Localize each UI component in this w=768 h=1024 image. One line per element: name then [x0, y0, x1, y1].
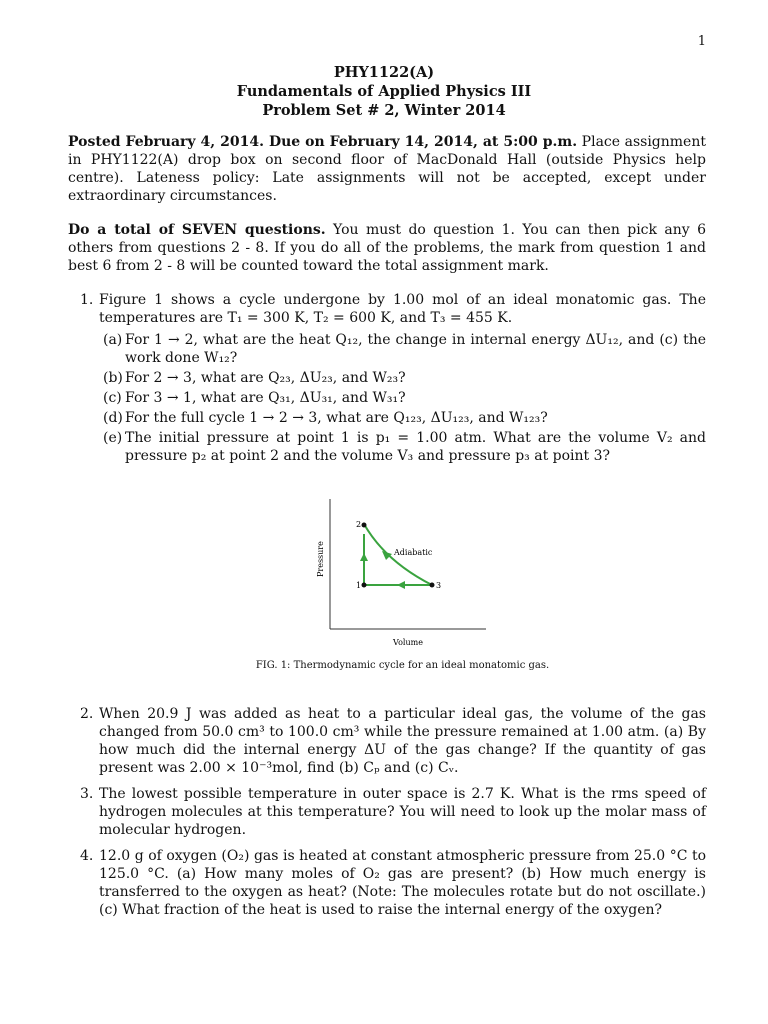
instructions-details: You must do question 1. You can then pick any 6 others from questions 2 - 8. If you do all of the problems, the mark from question 1 and best 6 from 2 - 8 will be counted toward the total assignment mark.: [68, 222, 706, 274]
question-4: [68, 847, 706, 919]
part-label: (a): [103, 332, 123, 348]
arrow-1-2: [360, 553, 368, 561]
part-label: (d): [103, 410, 123, 426]
point-1: [362, 583, 367, 588]
x-axis-label: Volume: [393, 638, 423, 647]
question-2: [68, 705, 706, 777]
question-1: [68, 291, 706, 675]
question-3: [68, 785, 706, 839]
question-part: [99, 409, 706, 427]
posting-details: Place assignment in PHY1122(A) drop box on second floor of MacDonald Hall (outside Physics help centre). Lateness policy: Late assignments will not be accepted, except under extraordinary circumstances.: [68, 134, 706, 204]
question-part: [99, 331, 706, 367]
point-3-label: 3: [436, 581, 442, 590]
part-text: For 1 → 2, what are the heat Q₁₂, the change in internal energy ΔU₁₂, and (c) the work done W₁₂?: [125, 332, 706, 366]
y-axis-label: Pressure: [316, 541, 325, 577]
adiabatic-label: Adiabatic: [394, 548, 433, 557]
instructions-paragraph: [68, 221, 706, 275]
question-text: 12.0 g of oxygen (O₂) gas is heated at constant atmospheric pressure from 25.0 °C to 125.0 °C. (a) How many moles of O₂ gas are present? (b) How much energy is transferred to the oxygen as heat? (Note: The molecules rotate but do not oscillate.) (c) What fraction of the heat is used to raise the internal energy of the oxygen?: [99, 848, 706, 918]
question-text: The lowest possible temperature in outer space is 2.7 K. What is the rms speed of hydrogen molecules at this temperature? You will need to look up the molar mass of molecular hydrogen.: [99, 786, 706, 838]
question-number: 2.: [80, 706, 94, 722]
point-1-label: 1: [356, 581, 362, 590]
point-2: [362, 523, 367, 528]
arrow-3-1: [397, 581, 405, 589]
point-2-label: 2: [356, 520, 362, 529]
question-number: 3.: [80, 786, 94, 802]
question-part: [99, 389, 706, 407]
part-text: For 3 → 1, what are Q₃₁, ΔU₃₁, and W₃₁?: [125, 390, 406, 406]
part-text: The initial pressure at point 1 is p₁ = 1.00 atm. What are the volume V₂ and pressure p₂ at point 2 and the volume V₃ and pressure p₃ at point 3?: [125, 430, 706, 464]
instructions-heading: Do a total of SEVEN questions.: [68, 222, 326, 238]
figure-1: [99, 481, 706, 649]
part-label: (b): [103, 370, 123, 386]
part-text: For 2 → 3, what are Q₂₃, ΔU₂₃, and W₂₃?: [125, 370, 406, 386]
part-label: (e): [103, 430, 123, 446]
question-part: [99, 369, 706, 387]
problem-set-title: Problem Set # 2, Winter 2014: [262, 102, 506, 119]
course-code: PHY1122(A): [333, 64, 435, 81]
pv-diagram: [99, 481, 737, 649]
question-part: [99, 429, 706, 465]
question-number: 4.: [80, 848, 94, 864]
question-list: [68, 291, 706, 919]
page-number: 1: [697, 34, 706, 49]
document-header: [0, 63, 768, 120]
posting-dates: Posted February 4, 2014. Due on February 14, 2014, at 5:00 p.m.: [68, 134, 578, 150]
question-number: 1.: [80, 292, 94, 308]
question-text: When 20.9 J was added as heat to a particular ideal gas, the volume of the gas changed from 50.0 cm³ to 100.0 cm³ while the pressure remained at 1.00 atm. (a) By how much did the internal energy ΔU of the gas change? If the quantity of gas present was 2.00 × 10⁻³mol, find (b) Cₚ and (c) Cᵥ.: [99, 706, 706, 776]
question-text: Figure 1 shows a cycle undergone by 1.00 mol of an ideal monatomic gas. The temperatures are T₁ = 300 K, T₂ = 600 K, and T₃ = 455 K.: [99, 292, 706, 326]
point-3: [430, 583, 435, 588]
document-body: [68, 133, 706, 927]
question-1-parts: [99, 331, 706, 465]
figure-caption: FIG. 1: Thermodynamic cycle for an ideal monatomic gas.: [255, 660, 550, 671]
part-text: For the full cycle 1 → 2 → 3, what are Q₁₂₃, ΔU₁₂₃, and W₁₂₃?: [125, 410, 548, 426]
posting-paragraph: [68, 133, 706, 205]
part-label: (c): [103, 390, 122, 406]
course-title: Fundamentals of Applied Physics III: [236, 83, 532, 100]
